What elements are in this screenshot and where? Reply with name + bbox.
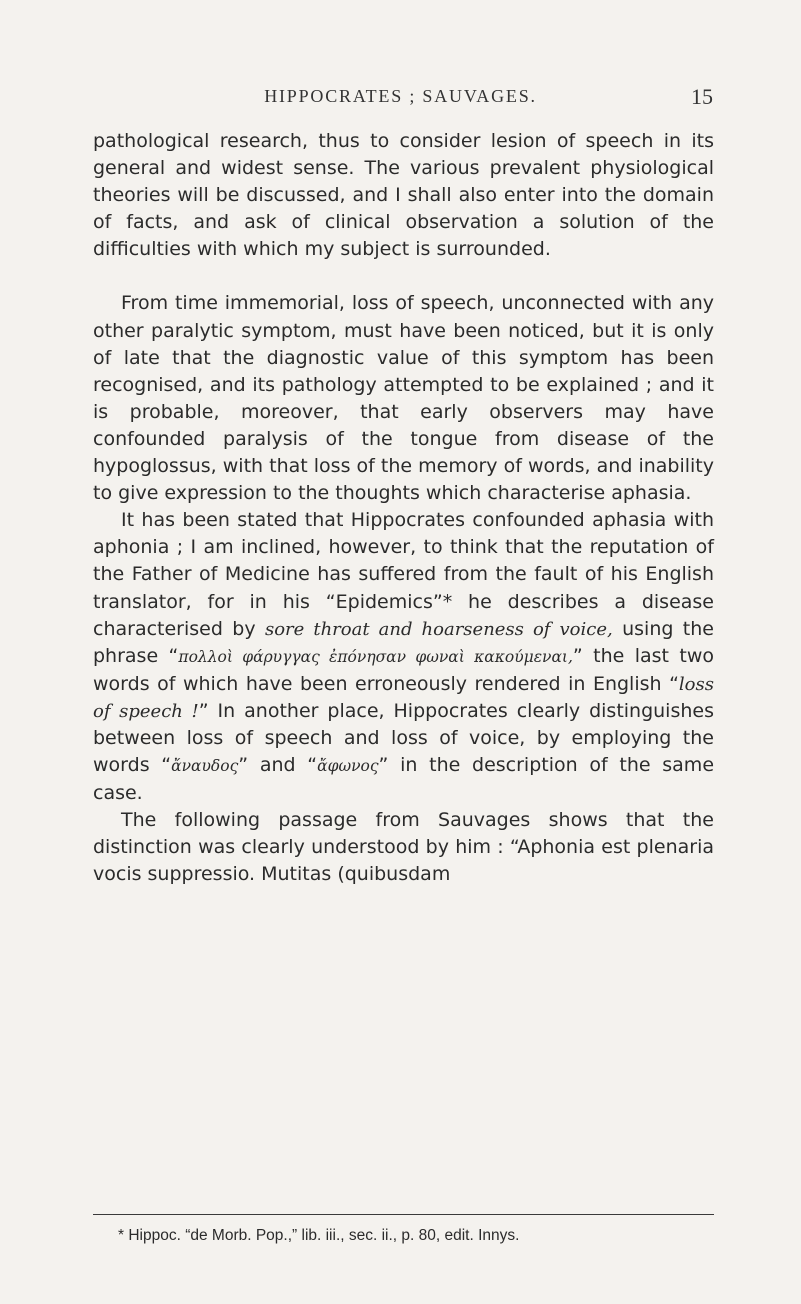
paragraph-3-text-c: ” the last two words of which have been erroneously rendered in English “ (93, 644, 715, 695)
paragraph-3-text-a: It has been stated that Hippocrates confounded aphasia with aphonia ; I am inclined, however, to think that the reputation of the Father of Medicine has suffered from the fault of his English translator, for in his “Epidemics”* he describes a disease characterised by (93, 509, 714, 640)
paragraph-3-text-d: ” In another place, Hippocrates clearly distinguishes between loss of speech and loss of voice, by employing the words “ (93, 699, 714, 777)
paragraph-2: From time immemorial, loss of speech, unconnected with any other paralytic symptom, must have been noticed, but it is only of late that the diagnostic value of this symptom has been recognised, and its pathology attempted to be explained ; and it is probable, moreover, that early observers may have confounded paralysis of the tongue from disease of the hypoglossus, with that loss of the memory of words, and inability to give expression to the thoughts which characterise aphasia. (93, 292, 714, 505)
paragraph-1: pathological research, thus to consider lesion of speech in its general and widest sense. The various prevalent physiological theories will be discussed, and I shall also enter into the domain of facts, and ask of clinical observation a solution of the difficulties with which my subject is surrounded. (93, 130, 714, 261)
running-title: HIPPOCRATES ; SAUVAGES. (264, 86, 537, 106)
footnote-rule (93, 1214, 714, 1215)
footnote: * Hippoc. “de Morb. Pop.,” lib. iii., sec. ii., p. 80, edit. Innys. (118, 1227, 520, 1244)
greek-word-aphonos: ἄφωνος (317, 757, 379, 776)
italic-phrase-loss-of-speech: loss of speech ! (93, 673, 714, 722)
italic-phrase-sore-throat: sore throat and hoarseness of voice, (264, 618, 613, 640)
running-head (0, 86, 801, 116)
greek-phrase: πολλοὶ φάρυγγας ἐπόνησαν φωναὶ κακούμεναι, (178, 647, 573, 666)
page-number: 15 (691, 84, 713, 109)
greek-word-anaudos: ἄναυδος (171, 757, 239, 776)
paragraph-3-text-f: ” in the description of the same case. (93, 754, 715, 805)
paragraph-3 (93, 507, 714, 807)
body-text (93, 128, 714, 889)
paragraph-3-text-b: using the phrase “ (93, 617, 714, 667)
paragraph-4: The following passage from Sauvages shows that the distinction was clearly understood by him : “Aphonia est plenaria vocis suppressio. Mutitas (quibusdam (93, 809, 714, 886)
paragraph-3-text-e: ” and “ (238, 754, 318, 777)
